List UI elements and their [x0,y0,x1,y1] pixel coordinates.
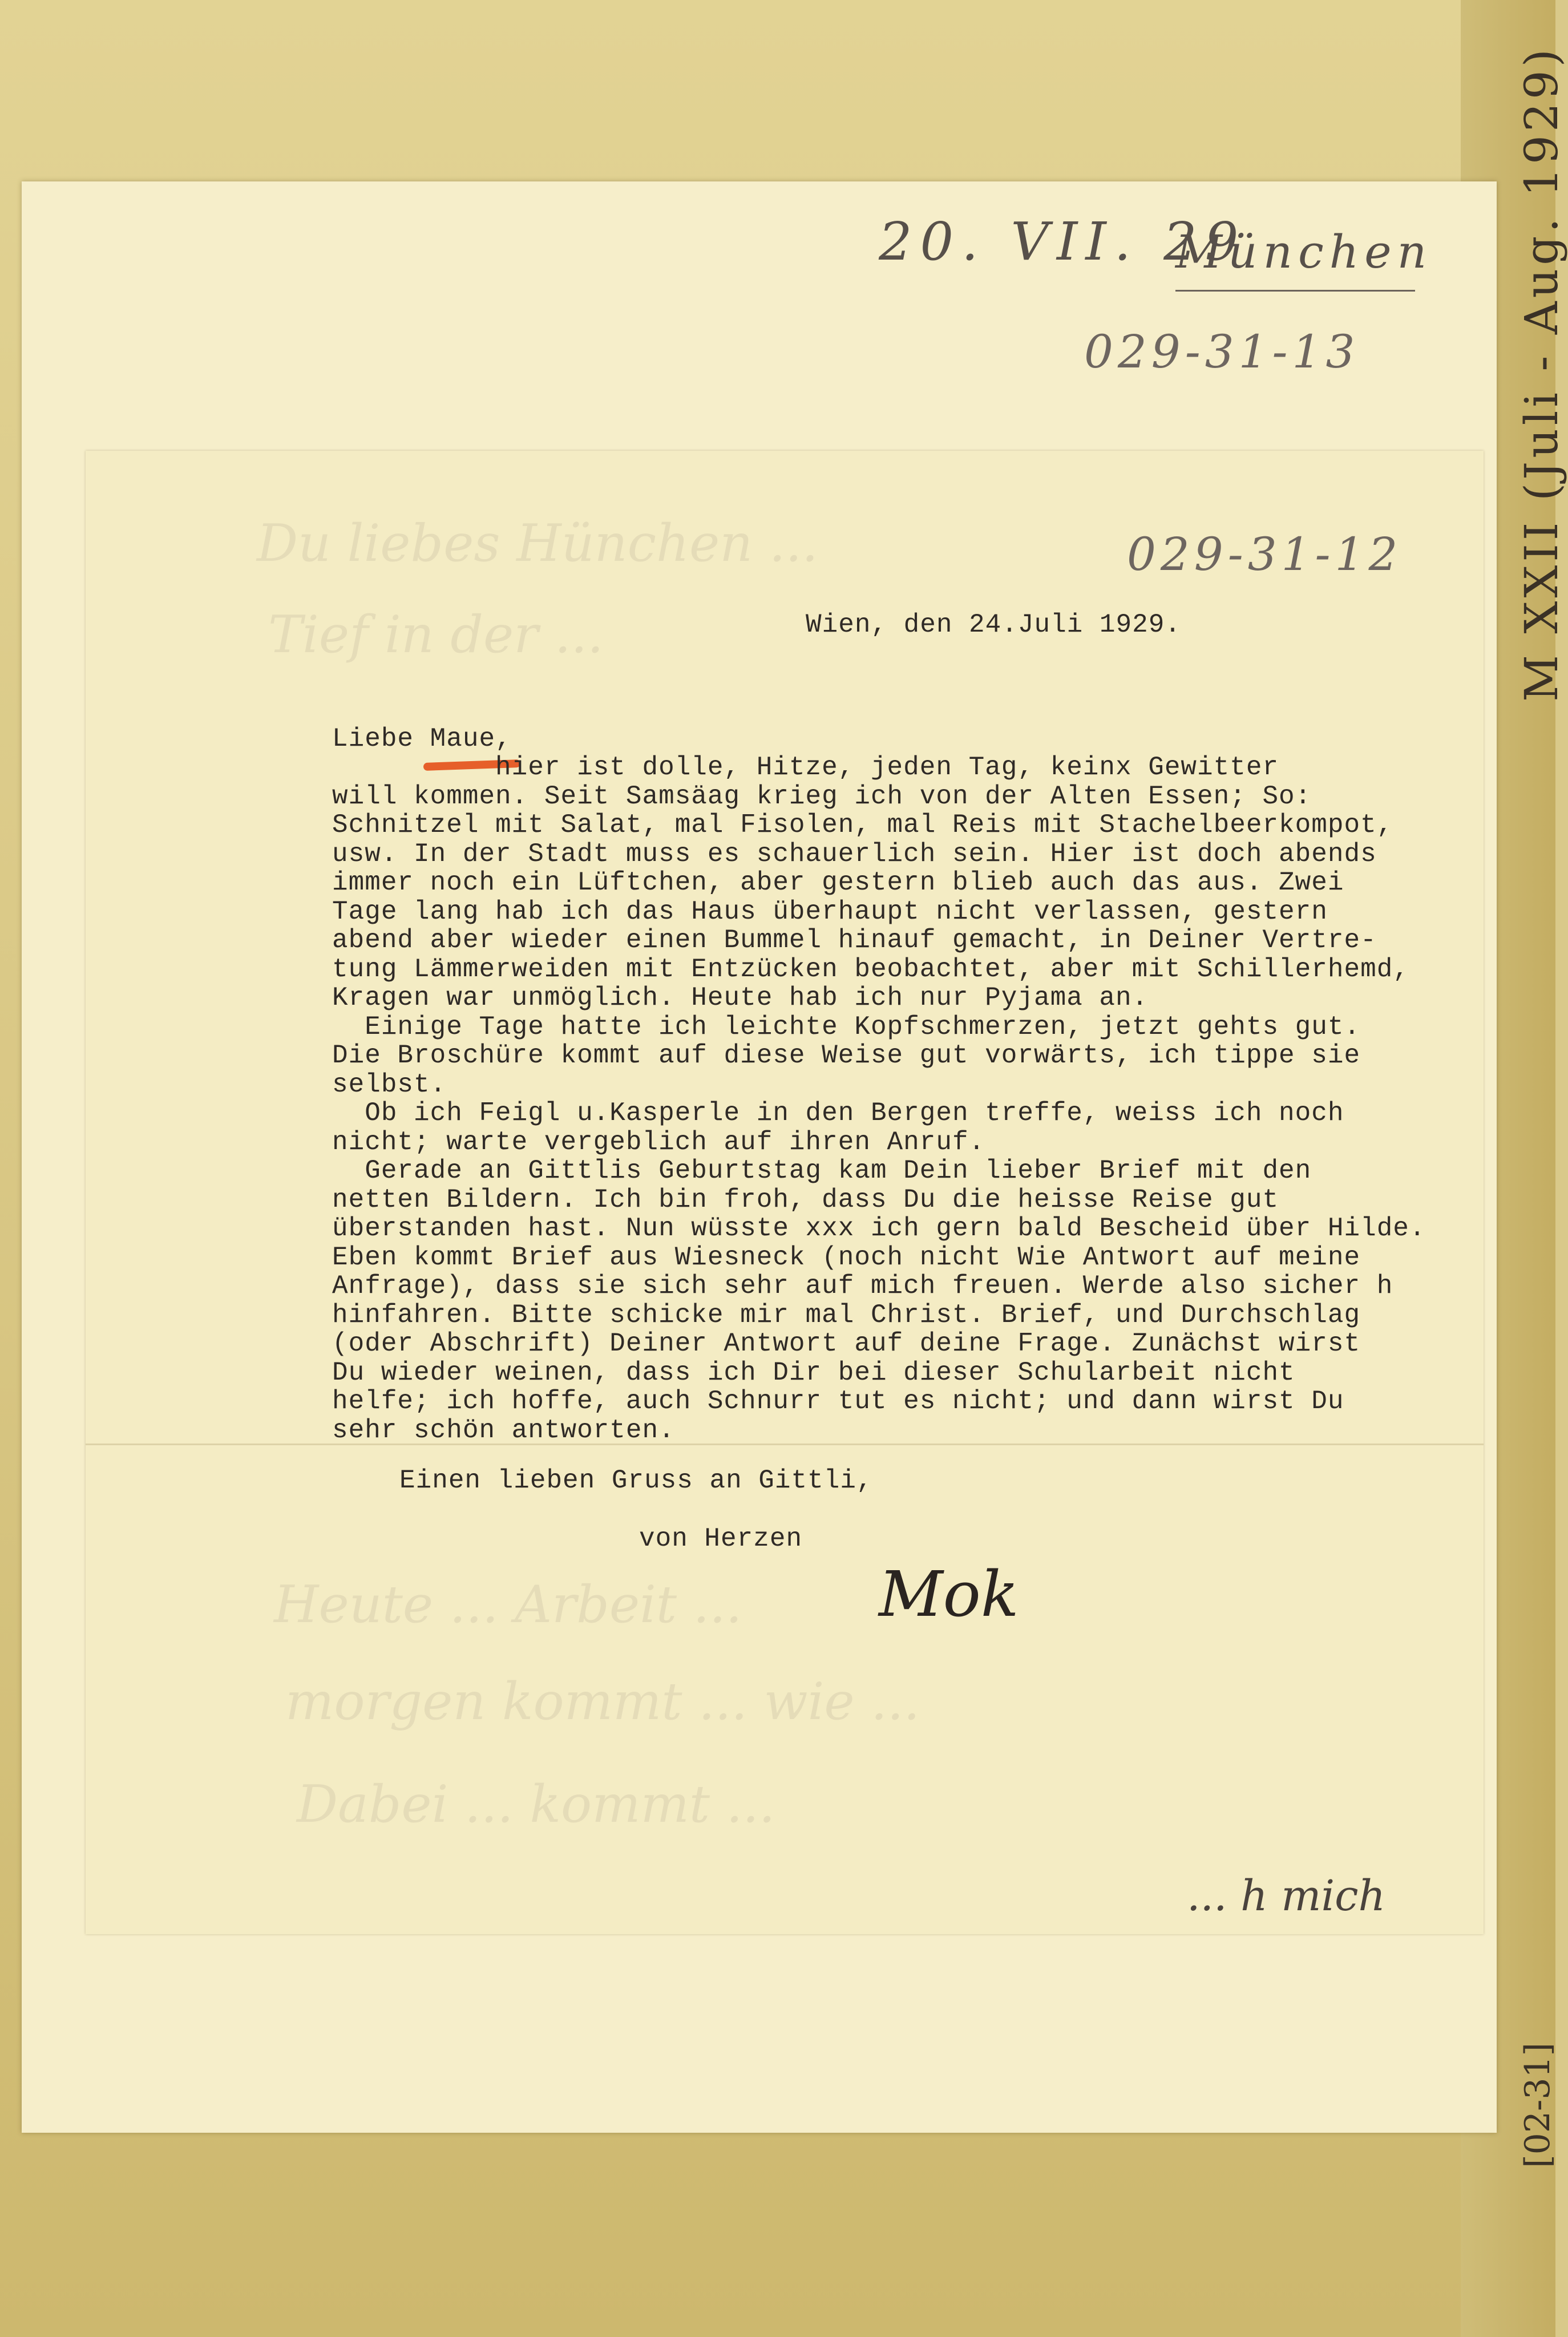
letter-line: (oder Abschrift) Deiner Antwort auf deine Frage. Zunächst wirst [332,1329,1361,1358]
archive-ref-front: 029-31-12 [1127,528,1403,581]
letter-line: will kommen. Seit Samsäag krieg ich von der Alten Essen; So: [332,781,1312,811]
letter-line: überstanden hast. Nun wüsste xxx ich gern bald Bescheid über Hilde. [332,1214,1426,1243]
archive-ref-back: 029-31-13 [1084,325,1360,378]
letter-line: nicht; warte vergeblich auf ihren Anruf. [332,1127,985,1157]
letter-line: Kragen war unmöglich. Heute hab ich nur Pyjama an. [332,983,1149,1013]
letter-sign-off: von Herzen [639,1524,803,1554]
show-through-writing: Tief in der ... [268,605,604,665]
letter-line: abend aber wieder einen Bummel hinauf gemacht, in Deiner Vertre- [332,925,1377,955]
show-through-writing: Du liebes Hünchen ... [257,514,818,573]
handwritten-place: München [1175,225,1433,278]
handwritten-date: 20. VII. 29 [879,211,1247,272]
letter-line: netten Bildern. Ich bin froh, dass Du die heisse Reise gut [332,1184,1279,1215]
letter-line: Eben kommt Brief aus Wiesneck (noch nicht Wie Antwort auf meine [332,1242,1361,1272]
letter-line: immer noch ein Lüftchen, aber gestern blieb auch das aus. Zwei [332,868,1344,897]
letter-line: hier ist dolle, Hitze, jeden Tag, keinx Gewitter [332,753,1279,782]
letter-closing: Einen lieben Gruss an Gittli, [399,1466,873,1495]
letter-line: helfe; ich hoffe, auch Schnurr tut es nicht; und dann wirst Du [332,1386,1344,1416]
letter-line: Schnitzel mit Salat, mal Fisolen, mal Reis mit Stachelbeerkompot, [332,810,1393,840]
letter-line: Ob ich Feigl u.Kasperle in den Bergen treffe, weiss ich noch [332,1098,1344,1128]
letter-line: Du wieder weinen, dass ich Dir bei dieser Schularbeit nicht [332,1357,1295,1388]
letter-body [332,753,1426,1445]
letter-line: sehr schön antworten. [332,1415,675,1445]
letter-line: usw. In der Stadt muss es schauerlich sein. Hier ist doch abends [332,839,1377,869]
folder-label: M XXII (Juli - Aug. 1929) [1515,46,1568,702]
letter-line: Gerade an Gittlis Geburtstag kam Dein lieber Brief mit den [332,1156,1312,1186]
letter-line: selbst. [332,1069,447,1099]
letter-line: Einige Tage hatte ich leichte Kopfschmerzen, jetzt gehts gut. [332,1012,1361,1042]
show-through-writing: Heute ... Arbeit ... [274,1575,742,1635]
letter-line: Die Broschüre kommt auf diese Weise gut vorwärts, ich tippe sie [332,1041,1361,1070]
folder-label-bottom: [02-31] [1518,2043,1558,2168]
letter-salutation: Liebe Maue, [332,724,512,754]
letter-line: hinfahren. Bitte schicke mir mal Christ. Brief, und Durchschlag [332,1300,1361,1330]
letter-dateline: Wien, den 24.Juli 1929. [806,610,1181,640]
underlying-sheet-text: ... h mich [1187,1871,1386,1920]
show-through-writing: morgen kommt ... wie ... [285,1672,920,1732]
letter-line: Tage lang hab ich das Haus überhaupt nicht verlassen, gestern [332,896,1328,927]
place-underline [1175,290,1415,292]
show-through-writing: Dabei ... kommt ... [297,1774,775,1834]
letter-line: tung Lämmerweiden mit Entzücken beobachtet, aber mit Schillerhemd, [332,954,1409,984]
letter-line: Anfrage), dass sie sich sehr auf mich freuen. Werde also sicher h [332,1271,1393,1301]
signature: Mok [879,1558,1019,1631]
